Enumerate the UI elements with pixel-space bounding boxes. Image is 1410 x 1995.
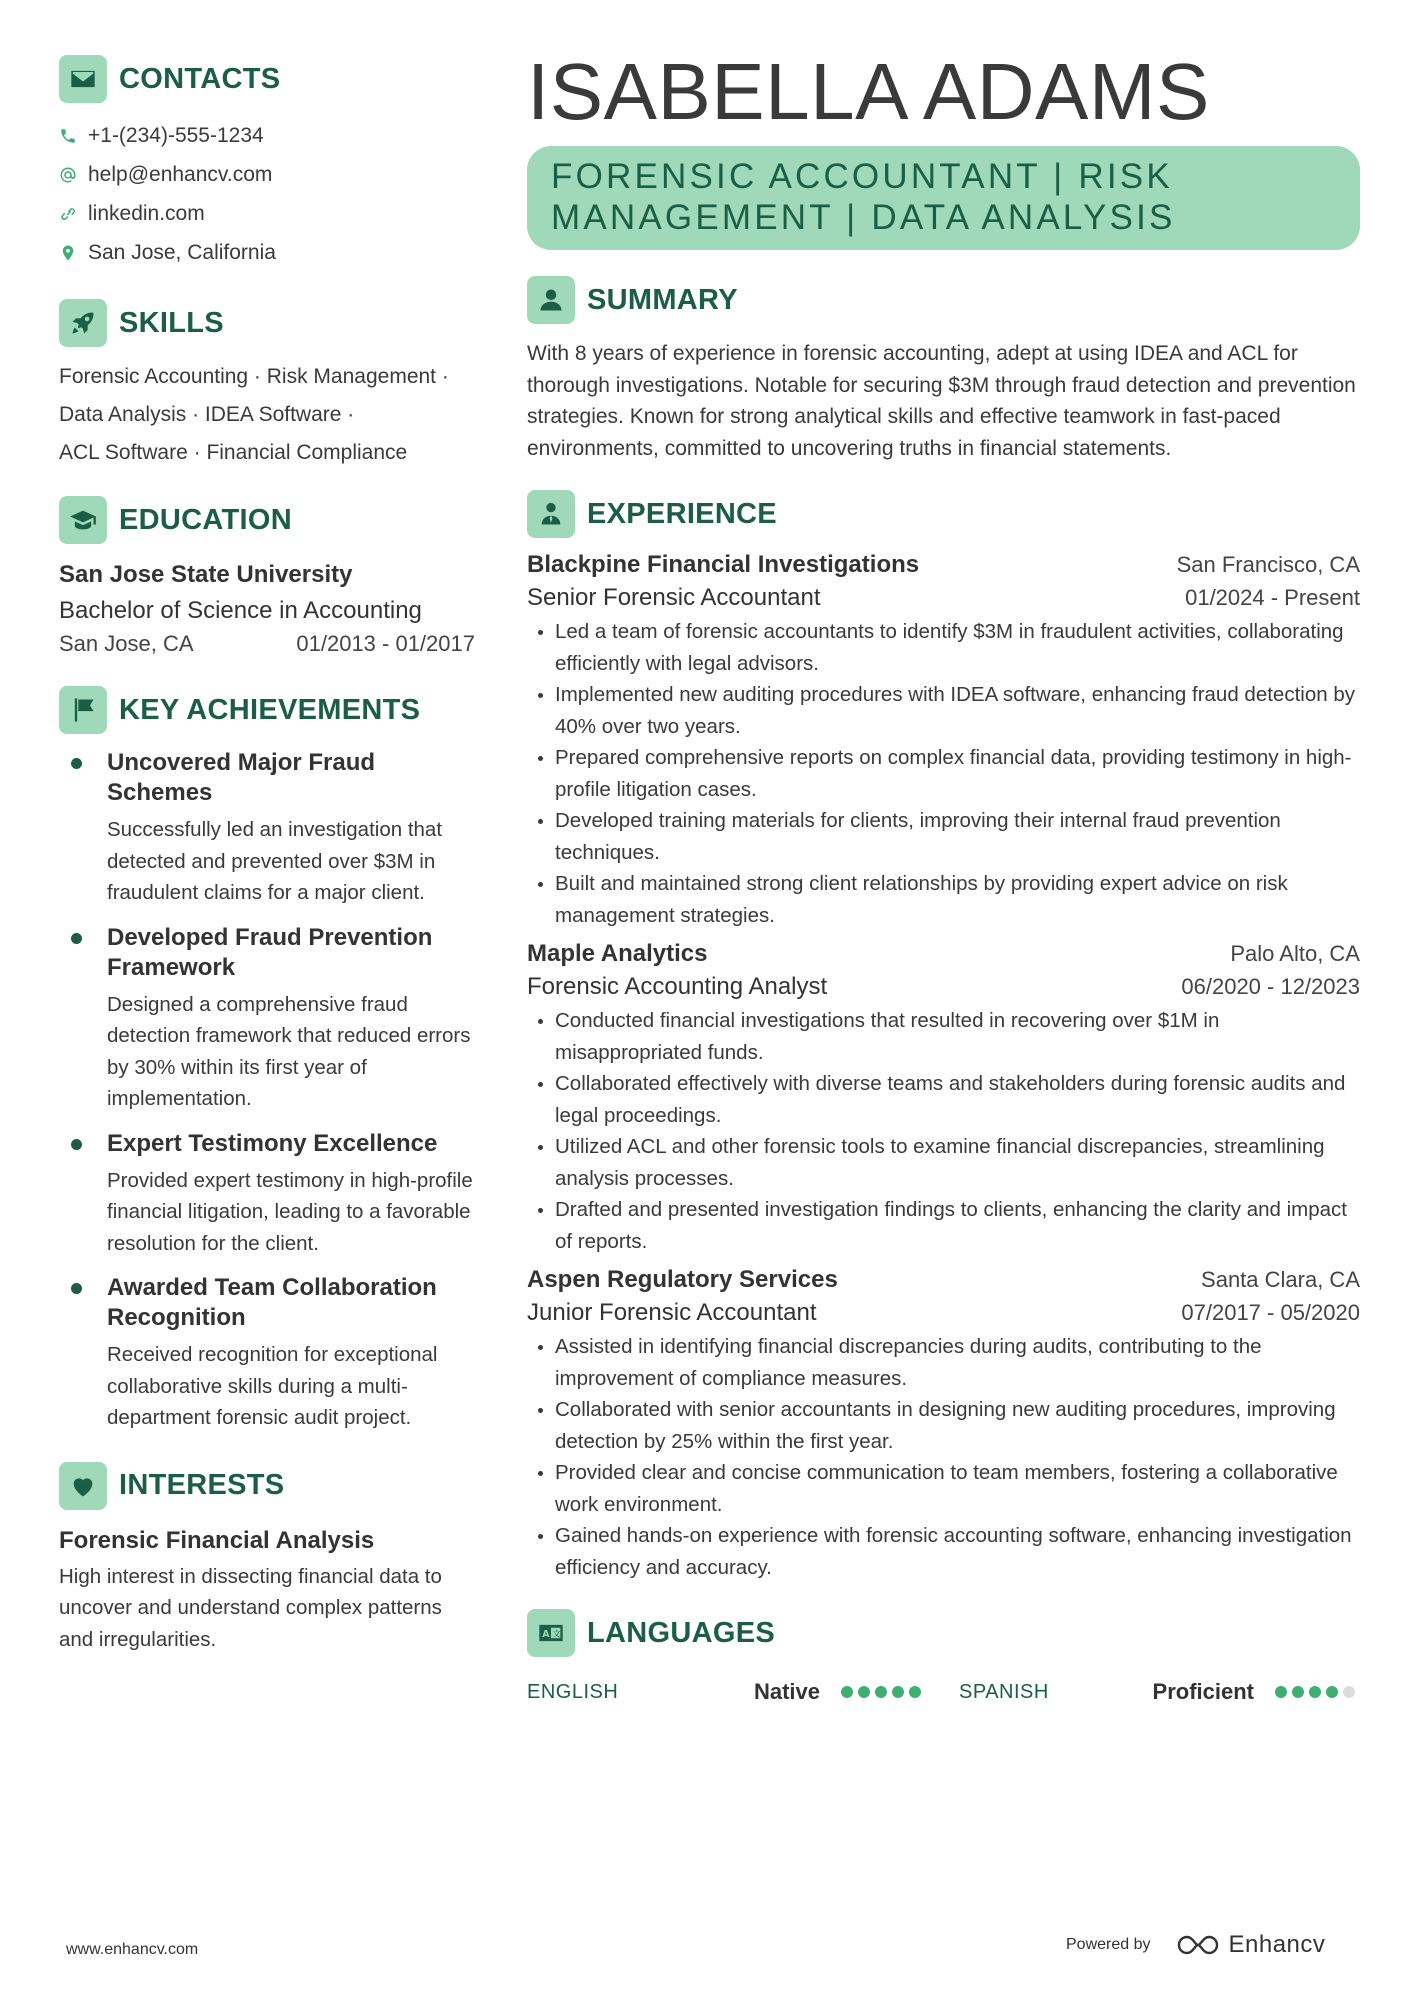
interests-header	[59, 1462, 479, 1510]
achievement-item	[59, 1129, 479, 1260]
job-bullet: Collaborated effectively with diverse teams and stakeholders during forensic audits and legal proceedings.	[527, 1068, 1360, 1131]
achievement-item	[59, 748, 479, 909]
job-bullet: Prepared comprehensive reports on complex financial data, providing testimony in high-profile litigation cases.	[527, 742, 1360, 805]
language-icon	[527, 1609, 575, 1657]
rocket-icon	[59, 299, 107, 347]
phone-icon	[59, 125, 77, 147]
interest-title: Forensic Financial Analysis	[59, 1526, 375, 1554]
achievement-title: Uncovered Major Fraud Schemes	[107, 749, 376, 806]
rating-dot-empty	[1343, 1686, 1355, 1698]
job-entry	[527, 551, 1360, 931]
job-header	[527, 1266, 1360, 1294]
job-bullet: Implemented new auditing procedures with IDEA software, enhancing fraud detection by 40% over two years.	[527, 679, 1360, 742]
language-name: ENGLISH	[527, 1680, 619, 1703]
job-role-row	[527, 973, 1360, 1001]
education-heading: EDUCATION	[119, 503, 292, 536]
skills-list	[59, 358, 479, 472]
job-entry	[527, 940, 1360, 1257]
footer-website[interactable]: www.enhancv.com	[66, 1941, 199, 1958]
headline-box	[527, 146, 1360, 250]
contact-location	[59, 233, 479, 272]
education-dates: 01/2013 - 01/2017	[296, 631, 475, 656]
job-dates: 06/2020 - 12/2023	[1181, 974, 1360, 999]
graduation-cap-icon	[59, 496, 107, 544]
achievement-title: Awarded Team Collaboration Recognition	[107, 1274, 437, 1331]
enhancv-logo-icon	[1175, 1931, 1221, 1959]
skills-line: Forensic Accounting · Risk Management ·	[59, 365, 449, 388]
languages-header	[527, 1609, 1360, 1657]
job-header	[527, 940, 1360, 968]
user-icon	[527, 276, 575, 324]
flag-icon	[59, 686, 107, 734]
rating-dot-filled	[909, 1686, 921, 1698]
job-role: Senior Forensic Accountant	[527, 584, 821, 611]
powered-by-text: Powered by	[1066, 1936, 1151, 1953]
job-bullet: Assisted in identifying financial discrepancies during audits, contributing to the improvement of compliance measures.	[527, 1331, 1360, 1394]
job-entry	[527, 1266, 1360, 1583]
job-location: Santa Clara, CA	[1201, 1267, 1360, 1292]
footer-brand	[1066, 1931, 1325, 1959]
bullet-dot	[71, 758, 82, 769]
svg-text:A: A	[542, 1629, 550, 1641]
rating-dot-filled	[875, 1686, 887, 1698]
summary-header	[527, 276, 1360, 324]
languages-heading: LANGUAGES	[587, 1616, 775, 1649]
job-bullet: Led a team of forensic accountants to identify $3M in fraudulent activities, collaborating efficiently with legal advisors.	[527, 616, 1360, 679]
rating-dot-filled	[892, 1686, 904, 1698]
job-bullets	[527, 1331, 1360, 1583]
job-bullet: Developed training materials for clients, improving their internal fraud prevention techniques.	[527, 805, 1360, 868]
job-bullets	[527, 616, 1360, 931]
achievement-desc: Successfully led an investigation that detected and prevented over $3M in fraudulent claims for a major client.	[107, 818, 443, 904]
rating-dot-filled	[1292, 1686, 1304, 1698]
achievement-title: Expert Testimony Excellence	[107, 1129, 438, 1157]
job-company: Aspen Regulatory Services	[527, 1266, 838, 1293]
interest-desc: High interest in dissecting financial data to uncover and understand complex patterns and irregularities.	[59, 1564, 442, 1651]
contacts-header	[59, 55, 479, 103]
language-level: Proficient	[1152, 1679, 1254, 1704]
rating-dot-filled	[841, 1686, 853, 1698]
contact-list	[59, 116, 479, 272]
job-location: Palo Alto, CA	[1230, 941, 1360, 966]
achievement-desc: Provided expert testimony in high-profile financial litigation, leading to a favorable resolution for the client.	[107, 1168, 473, 1255]
bullet-dot	[71, 933, 82, 944]
education-location: San Jose, CA	[59, 631, 194, 656]
svg-text:文: 文	[552, 1628, 561, 1639]
job-company: Blackpine Financial Investigations	[527, 551, 920, 578]
contact-email-text: help@enhancv.com	[88, 162, 273, 186]
achievements-header	[59, 686, 479, 734]
job-bullet: Provided clear and concise communication to team members, fostering a collaborative work environment.	[527, 1457, 1360, 1520]
job-role-row	[527, 1299, 1360, 1327]
experience-heading: EXPERIENCE	[587, 497, 777, 530]
achievement-item	[59, 923, 479, 1115]
job-bullet: Utilized ACL and other forensic tools to examine financial discrepancies, streamlining analysis processes.	[527, 1131, 1360, 1194]
bullet-dot	[71, 1139, 82, 1150]
headline-line: MANAGEMENT | DATA ANALYSIS	[551, 198, 1176, 237]
bullet-dot	[71, 1283, 82, 1294]
skills-heading: SKILLS	[119, 306, 224, 339]
achievements-list	[59, 748, 479, 1434]
headline-line: FORENSIC ACCOUNTANT | RISK	[551, 157, 1173, 196]
summary-text: With 8 years of experience in forensic accounting, adept at using IDEA and ACL for thorough investigations. Notable for securing $3M through fraud detection and prevention strategies. Known for strong analytical skills and effective teamwork in fast-paced environments, committed to uncovering truths in financial statements.	[527, 342, 1356, 460]
job-header	[527, 551, 1360, 579]
contacts-heading: CONTACTS	[119, 62, 281, 95]
rating-dot-filled	[1326, 1686, 1338, 1698]
job-bullet: Gained hands-on experience with forensic accounting software, enhancing investigation efficiency and accuracy.	[527, 1520, 1360, 1583]
achievement-item	[59, 1273, 479, 1434]
languages-row	[527, 1677, 1360, 1707]
job-dates: 01/2024 - Present	[1185, 585, 1360, 610]
achievement-desc: Designed a comprehensive fraud detection framework that reduced errors by 30% within its first year of implementation.	[107, 992, 471, 1110]
job-dates: 07/2017 - 05/2020	[1181, 1300, 1360, 1325]
contact-phone[interactable]	[59, 116, 479, 155]
language-item	[527, 1679, 921, 1705]
at-icon	[59, 164, 77, 186]
job-bullet: Built and maintained strong client relationships by providing expert advice on risk management strategies.	[527, 868, 1360, 931]
job-bullets	[527, 1005, 1360, 1257]
summary-heading: SUMMARY	[587, 283, 738, 316]
interests-heading: INTERESTS	[119, 1469, 285, 1501]
education-header	[59, 496, 479, 544]
heart-icon	[59, 1462, 107, 1510]
language-level: Native	[753, 1679, 820, 1704]
enhancv-logo-text: Enhancv	[1228, 1931, 1326, 1958]
education-meta	[59, 631, 475, 657]
candidate-name: ISABELLA ADAMS	[527, 47, 1210, 136]
skills-header	[59, 299, 479, 347]
job-bullet: Collaborated with senior accountants in designing new auditing procedures, improving detection by 25% within the first year.	[527, 1394, 1360, 1457]
businessperson-icon	[527, 490, 575, 538]
job-location: San Francisco, CA	[1176, 552, 1360, 577]
achievements-heading: KEY ACHIEVEMENTS	[119, 693, 421, 726]
skills-line: Data Analysis · IDEA Software ·	[59, 403, 355, 426]
education-school: San Jose State University	[59, 561, 353, 588]
contact-location-text: San Jose, California	[88, 240, 276, 264]
map-pin-icon	[59, 242, 77, 264]
right-column	[527, 48, 1360, 1707]
achievement-title: Developed Fraud Prevention Framework	[107, 923, 433, 981]
rating-dot-filled	[858, 1686, 870, 1698]
experience-header	[527, 490, 1360, 538]
language-name: SPANISH	[959, 1680, 1049, 1703]
job-role-row	[527, 584, 1360, 612]
contact-linkedin-text: linkedin.com	[88, 201, 205, 225]
contact-linkedin[interactable]	[59, 194, 479, 233]
contact-email[interactable]	[59, 155, 479, 194]
education-degree: Bachelor of Science in Accounting	[59, 597, 422, 624]
language-rating	[1275, 1686, 1355, 1698]
left-column	[59, 55, 479, 1655]
job-role: Forensic Accounting Analyst	[527, 973, 828, 1000]
language-rating	[841, 1686, 921, 1698]
achievement-desc: Received recognition for exceptional collaborative skills during a multi-department forensic audit project.	[107, 1343, 438, 1429]
contact-phone-text: +1-(234)-555-1234	[88, 123, 264, 147]
job-role: Junior Forensic Accountant	[527, 1299, 817, 1326]
envelope-icon	[59, 55, 107, 103]
link-icon	[59, 203, 77, 225]
job-company: Maple Analytics	[527, 940, 708, 967]
rating-dot-filled	[1275, 1686, 1287, 1698]
job-bullet: Drafted and presented investigation findings to clients, enhancing the clarity and impact of reports.	[527, 1194, 1360, 1257]
skills-line: ACL Software · Financial Compliance	[59, 441, 408, 464]
job-bullet: Conducted financial investigations that resulted in recovering over $1M in misappropriated funds.	[527, 1005, 1360, 1068]
language-item	[959, 1679, 1355, 1705]
rating-dot-filled	[1309, 1686, 1321, 1698]
